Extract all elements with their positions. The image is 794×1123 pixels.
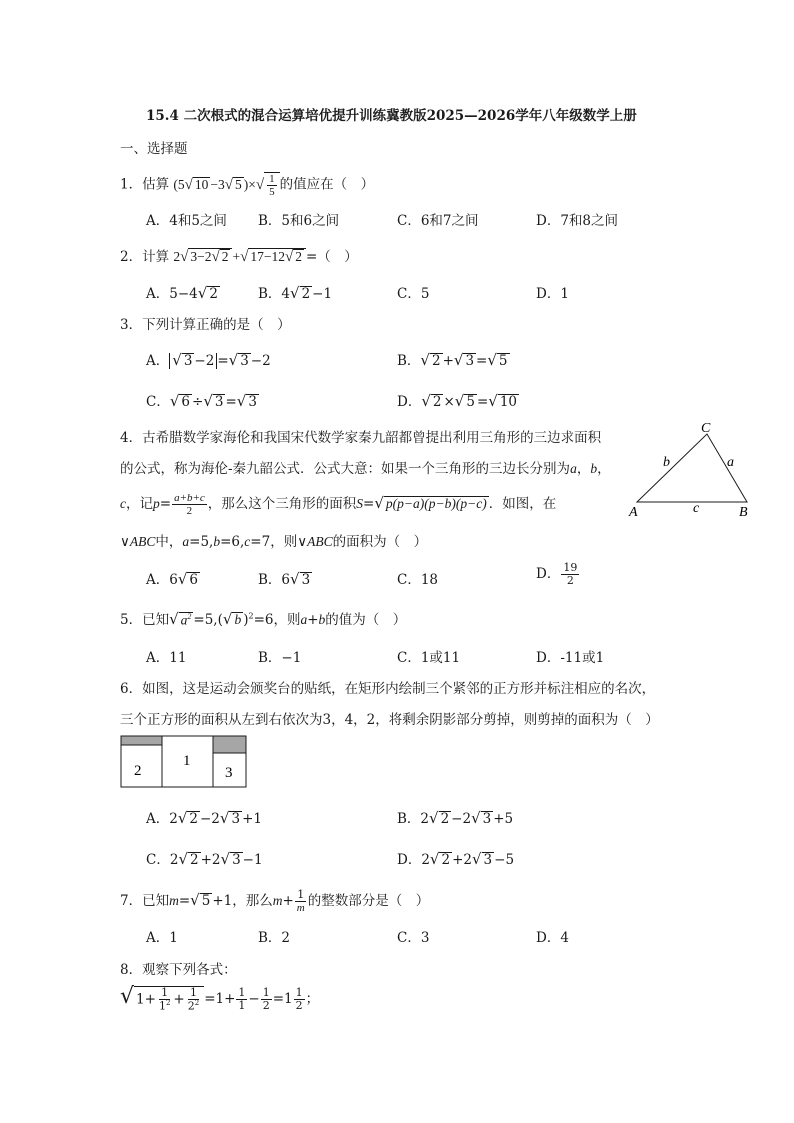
question-4-line-2: 的公式，称为海伦-秦九韶公式．公式大意：如果一个三角形的三边长分别为a，b， <box>120 461 611 477</box>
question-6-line-1: 6．如图，这是运动会颁奖台的贴纸，在矩形内绘制三个紧邻的正方形并标注相应的名次， <box>120 681 656 697</box>
triangle-abc-figure <box>625 418 755 522</box>
q1-option-a[interactable]: A．4和5之间 <box>146 213 227 229</box>
podium-label-left: 2 <box>134 763 142 779</box>
question-6-line-2: 三个正方形的面积从左到右依次为3，4，2，将剩余阴影部分剪掉，则剪掉的面积为（ ） <box>120 712 659 728</box>
q4-option-b[interactable]: B．6√ 3 <box>258 570 311 588</box>
q6-option-a[interactable]: A．2√ 2 −2√ 3 +1 <box>146 809 262 827</box>
vertex-c-label: C <box>701 421 711 436</box>
question-4-line-3: c，记p= $\frac{a+b+c}{2}$ ，那么这个三角形的面积S=√ p(p−a)(p−b)(p−c) ．如图，在 <box>120 492 557 518</box>
vertex-a-label: A <box>629 505 638 520</box>
page-title: 15.4 二次根式的混合运算培优提升训练冀教版2025—2026学年八年级数学上册 <box>146 108 637 124</box>
q2-option-d[interactable]: D．1 <box>536 286 569 302</box>
podium-label-right: 3 <box>225 765 233 781</box>
q1-option-d[interactable]: D．7和8之间 <box>536 213 619 229</box>
q5-option-b[interactable]: B．−1 <box>258 650 302 666</box>
podium-label-middle: 1 <box>183 753 191 769</box>
q2-option-a[interactable]: A．5−4√ 2 <box>146 284 218 302</box>
q7-option-c[interactable]: C．3 <box>397 930 430 946</box>
q1-option-b[interactable]: B．5和6之间 <box>258 213 340 229</box>
question-2: 2．计算 2√ 3−2√ 2 +√ 17−12√ 2 =（ ） <box>120 249 358 265</box>
podium-figure <box>120 735 248 789</box>
q3-option-a[interactable]: A． √ 3 −2 =√ 3 −2 <box>146 351 271 369</box>
side-a-label: a <box>727 455 734 470</box>
q5-option-d[interactable]: D．-11或1 <box>536 650 605 666</box>
question-3: 3．下列计算正确的是（ ） <box>120 317 291 333</box>
q5-option-c[interactable]: C．1或11 <box>397 650 461 666</box>
q4-option-d[interactable]: D． $\frac{19}{2}$ <box>536 561 578 588</box>
q3-option-d[interactable]: D．√ 2 ×√ 5 =√ 10 <box>397 392 518 410</box>
question-5: 5．已知√ $a^2 =5,(√$ b )$^2$=6，则a+b的值为（ ） <box>120 610 407 628</box>
question-8: 8．观察下列各式： <box>120 962 237 978</box>
q7-option-d[interactable]: D．4 <box>536 930 569 946</box>
section-heading: 一、选择题 <box>120 141 188 157</box>
q2-option-b[interactable]: B．4√ 2 −1 <box>258 284 333 302</box>
q1-expression: (5√ 10 −3√ 5 )×√ $\frac{1}{5}$ <box>173 177 279 192</box>
q4-option-a[interactable]: A．6√ 6 <box>146 570 198 588</box>
q2-option-c[interactable]: C．5 <box>397 286 430 302</box>
question-7: 7．已知m=√ 5 +1，那么m+ $\frac{1}{m}$ 的整数部分是（ ） <box>120 888 430 915</box>
q3-option-b[interactable]: B．√ 2 +√ 3 =√ 5 <box>397 351 508 369</box>
q6-option-b[interactable]: B．2√ 2 −2√ 3 +5 <box>397 809 514 827</box>
q1-option-c[interactable]: C．6和7之间 <box>397 213 479 229</box>
question-4-line-1: 4．古希腊数学家海伦和我国宋代数学家秦九韶都曾提出利用三角形的三边求面积 <box>120 430 602 446</box>
question-4-line-4: ∨ABC中，a=5,b=6,c=7，则∨ABC的面积为（ ） <box>120 534 428 550</box>
q6-option-d[interactable]: D．2√ 2 +2√ 3 −5 <box>397 850 515 868</box>
vertex-b-label: B <box>739 505 748 520</box>
side-c-label: c <box>693 501 700 516</box>
q7-option-a[interactable]: A．1 <box>146 930 178 946</box>
q5-option-a[interactable]: A．11 <box>146 650 187 666</box>
q8-formula: √ 1+ $\frac{1}{1^2}$ + $\frac{1}{2^2}$ =1+ $\frac{1}{1}$ − $\frac{1}{2}$ =1 $\frac{1}{2}$ ； <box>120 984 320 1013</box>
q3-option-c[interactable]: C．√ 6 ÷√ 3 =√ 3 <box>146 392 257 410</box>
q7-option-b[interactable]: B．2 <box>258 930 291 946</box>
shaded-region-right <box>213 736 246 753</box>
side-b-label: b <box>663 455 670 470</box>
q4-option-c[interactable]: C．18 <box>397 572 439 588</box>
q6-option-c[interactable]: C．2√ 2 +2√ 3 −1 <box>146 850 263 868</box>
question-1: 1．估算 (5√ 10 −3√ 5 )×√ $\frac{1}{5}$ 的值应在（ ） <box>120 173 375 199</box>
q2-expression: 2√ 3−2√ 2 +√ 17−12√ 2 <box>173 249 306 264</box>
shaded-region-left <box>121 736 162 745</box>
